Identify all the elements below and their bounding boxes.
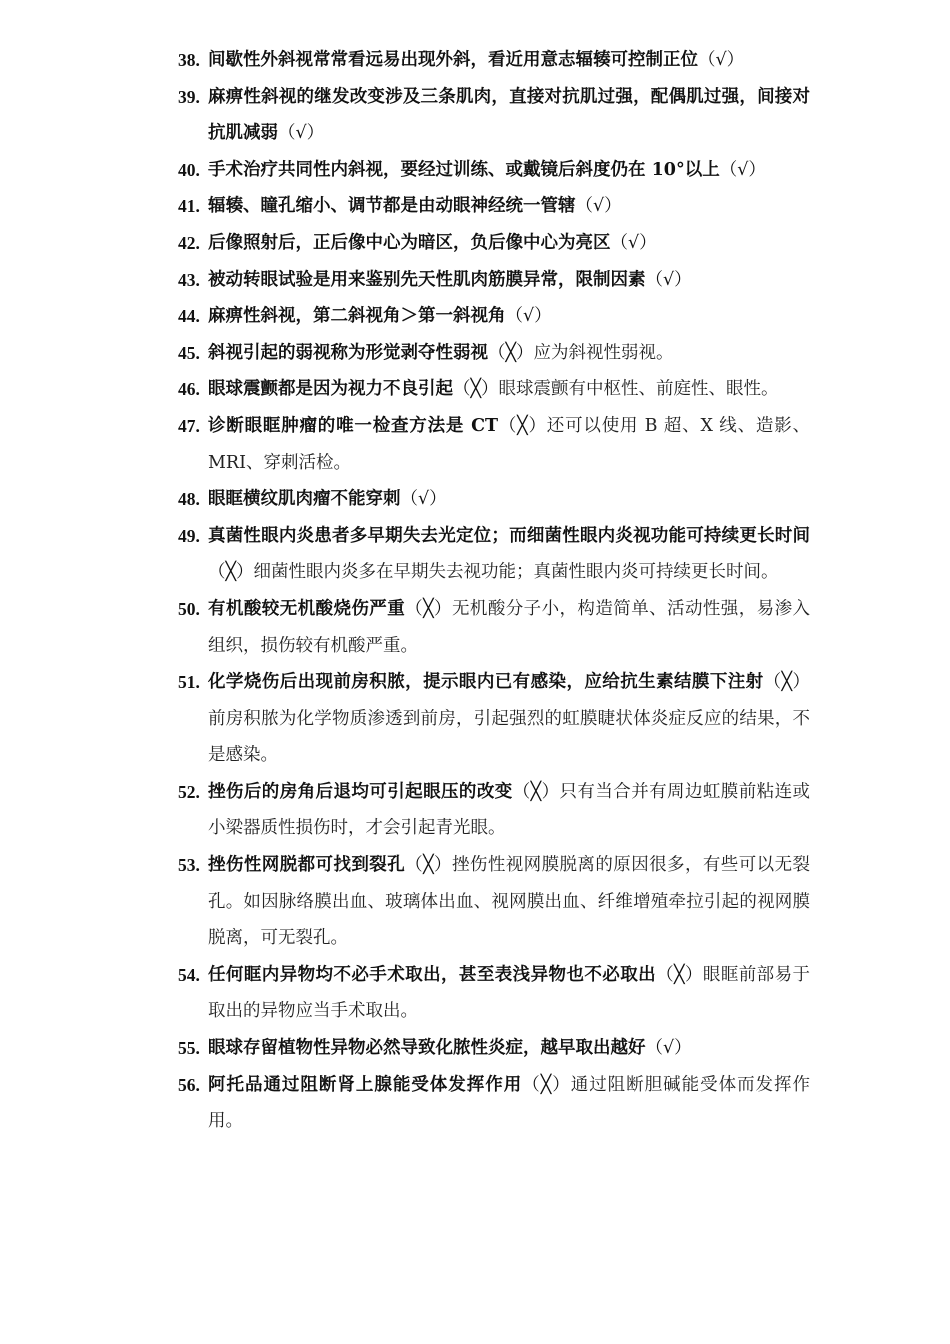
answer-mark: （√）: [719, 159, 766, 180]
document-page: [178, 42, 810, 1140]
item-content: [208, 79, 810, 152]
answer-mark: （√）: [575, 196, 622, 217]
item-number: 47.: [178, 415, 200, 436]
item-number: 53.: [178, 855, 200, 876]
question-text: 被动转眼试验是用来鉴别先天性肌肉筋膜异常，限制因素: [208, 269, 646, 290]
answer-mark: （╳）: [453, 379, 499, 400]
list-item: [178, 188, 810, 225]
answer-mark: （╳）: [405, 855, 452, 876]
item-content: [208, 481, 810, 518]
list-item: [178, 298, 810, 335]
answer-mark: （√）: [278, 123, 325, 144]
item-number: 39.: [178, 86, 200, 107]
explanation-text: 前房积脓为化学物质渗透到前房，引起强烈的虹膜睫状体炎症反应的结果，不是感染。: [208, 708, 810, 766]
item-number: 50.: [178, 598, 200, 619]
item-number: 42.: [178, 232, 200, 253]
item-content: [208, 518, 810, 591]
question-list: [178, 42, 810, 1140]
item-number: 38.: [178, 50, 200, 70]
question-text: 麻痹性斜视，第二斜视角＞第一斜视角: [208, 306, 506, 327]
item-content: [208, 1067, 810, 1140]
item-content: [208, 188, 810, 225]
explanation-text: 眼眶前部易于取出的异物应当手术取出。: [208, 964, 811, 1022]
item-number: 49.: [178, 525, 200, 546]
question-text: 挫伤性网脱都可找到裂孔: [208, 855, 406, 876]
list-item: [178, 262, 810, 299]
item-content: [208, 298, 810, 335]
question-text: 后像照射后，正后像中心为暗区，负后像中心为亮区: [208, 232, 611, 253]
question-text: 麻痹性斜视的继发改变涉及三条肌肉，直接对抗肌过强，配偶肌过强，间接对抗肌减弱: [208, 86, 810, 144]
list-item: [178, 371, 810, 408]
list-item: [178, 847, 810, 957]
question-text: 辐辏、瞳孔缩小、调节都是由动眼神经统一管辖: [208, 196, 576, 217]
item-content: [208, 371, 810, 408]
list-item: [178, 518, 810, 591]
list-item: [178, 774, 810, 847]
list-item: [178, 1030, 810, 1067]
item-content: [208, 591, 810, 664]
item-number: 44.: [178, 306, 200, 327]
answer-mark: （╳）: [512, 781, 560, 802]
explanation-text: 挫伤性视网膜脱离的原因很多，有些可以无裂孔。如因脉络膜出血、玻璃体出血、视网膜出血、纤维增殖牵拉引起的视网膜脱离，可无裂孔。: [208, 855, 811, 949]
question-text: 真菌性眼内炎患者多早期失去光定位；而细菌性眼内炎视功能可持续更长时间: [208, 525, 810, 546]
answer-mark: （╳）: [498, 415, 547, 436]
item-content: [208, 774, 810, 847]
list-item: [178, 591, 810, 664]
item-content: [208, 262, 810, 299]
explanation-text: 只有当合并有周边虹膜前粘连或小梁器质性损伤时，才会引起青光眼。: [208, 781, 810, 839]
item-content: [208, 408, 810, 481]
list-item: [178, 1067, 810, 1140]
question-text: 眼球震颤都是因为视力不良引起: [208, 379, 453, 400]
answer-mark: （╳）: [656, 964, 703, 985]
question-text: 阿托品通过阻断肾上腺能受体发挥作用: [208, 1074, 523, 1095]
item-number: 43.: [178, 269, 200, 290]
question-text: 间歇性外斜视常常看远易出现外斜，看近用意志辐辏可控制正位: [208, 50, 698, 70]
list-item: [178, 152, 810, 189]
answer-mark: （√）: [645, 269, 692, 290]
item-content: [208, 225, 810, 262]
list-item: [178, 957, 810, 1030]
item-content: [208, 42, 810, 79]
item-number: 51.: [178, 672, 200, 693]
answer-mark: （╳）: [763, 672, 810, 693]
question-text: 任何眶内异物均不必手术取出，甚至表浅异物也不必取出: [208, 964, 657, 985]
answer-mark: （╳）: [522, 1074, 571, 1095]
item-number: 45.: [178, 342, 200, 363]
item-content: [208, 152, 810, 189]
answer-mark: （√）: [645, 1038, 692, 1059]
answer-mark: （√）: [610, 232, 657, 253]
item-number: 52.: [178, 781, 200, 802]
item-number: 48.: [178, 489, 200, 510]
question-text: 诊断眼眶肿瘤的唯一检查方法是 CT: [208, 415, 499, 436]
question-text: 挫伤后的房角后退均可引起眼压的改变: [208, 781, 513, 802]
list-item: [178, 225, 810, 262]
item-number: 55.: [178, 1038, 200, 1059]
list-item: [178, 481, 810, 518]
answer-mark: （√）: [400, 489, 447, 510]
explanation-text: 眼球震颤有中枢性、前庭性、眼性。: [498, 379, 779, 400]
question-text: 化学烧伤后出现前房积脓，提示眼内已有感染，应给抗生素结膜下注射: [208, 672, 764, 693]
list-item: [178, 335, 810, 372]
list-item: [178, 79, 810, 152]
item-content: [208, 957, 810, 1030]
question-text: 手术治疗共同性内斜视，要经过训练、或戴镜后斜度仍在 10°以上: [208, 159, 720, 180]
item-content: [208, 664, 810, 774]
list-item: [178, 664, 810, 774]
question-text: 斜视引起的弱视称为形觉剥夺性弱视: [208, 342, 488, 363]
answer-mark: （╳）: [208, 562, 254, 583]
answer-mark: （√）: [505, 306, 552, 327]
explanation-text: 无机酸分子小，构造简单、活动性强，易渗入组织，损伤较有机酸严重。: [208, 598, 811, 656]
explanation-text: 细菌性眼内炎多在早期失去视功能；真菌性眼内炎可持续更长时间。: [253, 562, 779, 583]
question-text: 有机酸较无机酸烧伤严重: [208, 598, 406, 619]
explanation-text: 还可以使用 B 超、X 线、造影、MRI、穿刺活检。: [208, 415, 810, 473]
answer-mark: （╳）: [488, 342, 534, 363]
item-number: 54.: [178, 964, 200, 985]
answer-mark: （√）: [698, 50, 745, 70]
item-number: 46.: [178, 379, 200, 400]
answer-mark: （╳）: [405, 598, 452, 619]
explanation-text: 应为斜视性弱视。: [533, 342, 674, 363]
item-number: 41.: [178, 196, 200, 217]
item-number: 40.: [178, 159, 200, 180]
question-text: 眼眶横纹肌肉瘤不能穿刺: [208, 489, 401, 510]
item-content: [208, 1030, 810, 1067]
list-item: [178, 42, 810, 79]
item-number: 56.: [178, 1074, 200, 1095]
question-text: 眼球存留植物性异物必然导致化脓性炎症，越早取出越好: [208, 1038, 646, 1059]
item-content: [208, 847, 810, 957]
item-content: [208, 335, 810, 372]
explanation-text: 通过阻断胆碱能受体而发挥作用。: [208, 1074, 811, 1132]
list-item: [178, 408, 810, 481]
